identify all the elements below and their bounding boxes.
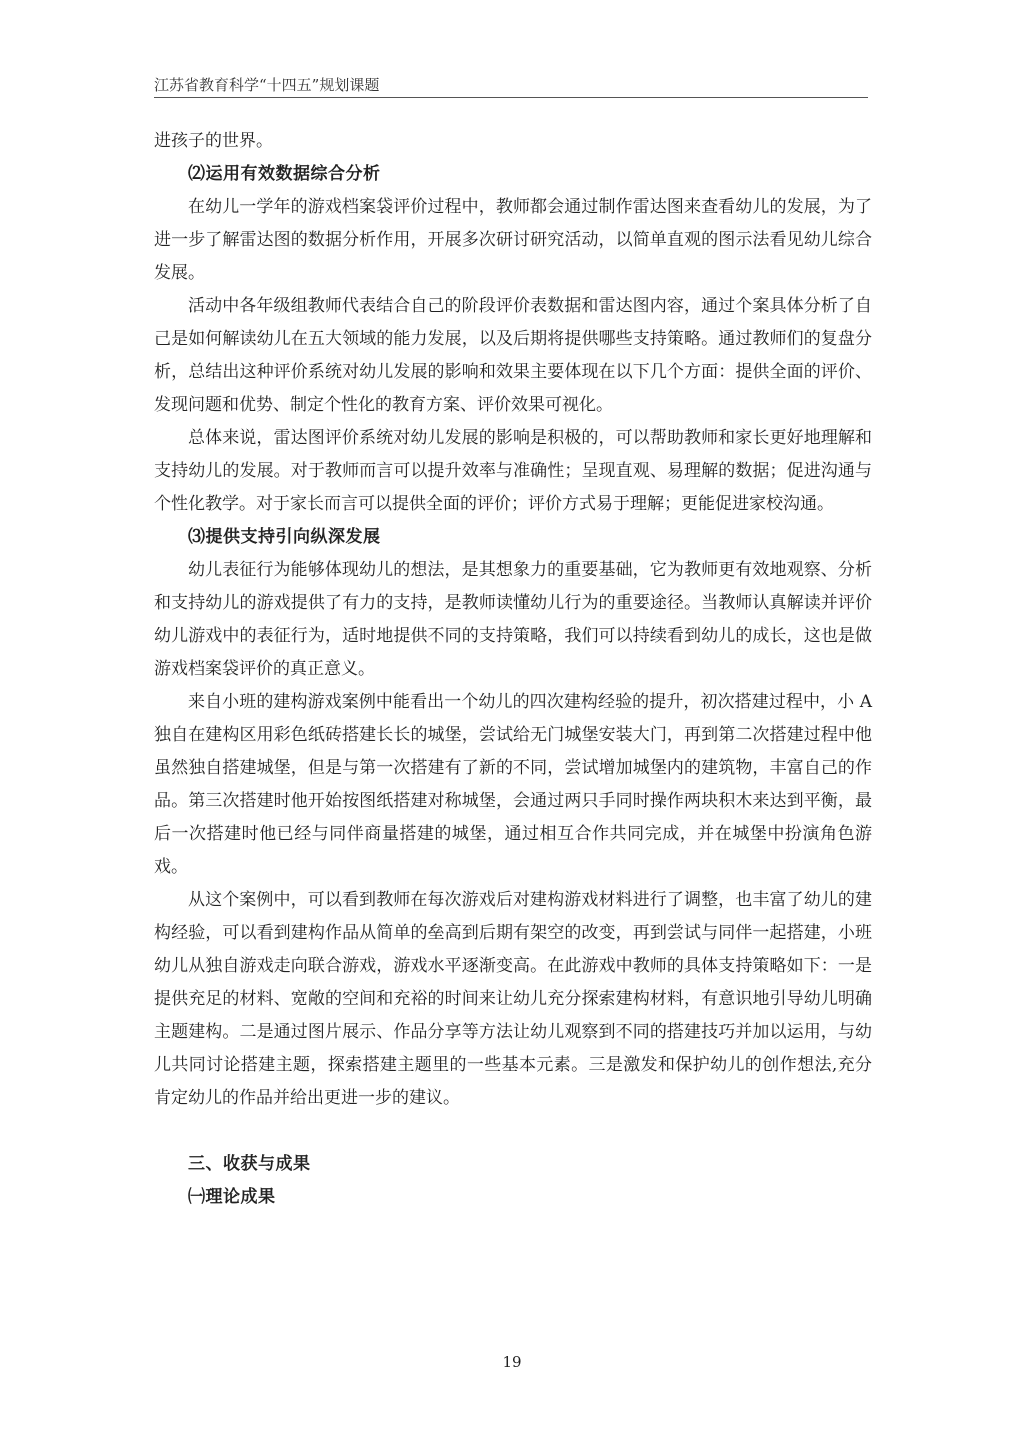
paragraph: 活动中各年级组教师代表结合自己的阶段评价表数据和雷达图内容，通过个案具体分析了自己是如何解读幼儿在五大领域的能力发展，以及后期将提供哪些支持策略。通过教师们的复盘分析，总结出这种评价系统对幼儿发展的影响和效果主要体现在以下几个方面：提供全面的评价、发现问题和优势、制定个性化的教育方案、评价效果可视化。 xyxy=(154,296,872,415)
header-rule xyxy=(154,97,868,98)
paragraph-continuation: 进孩子的世界。 xyxy=(154,131,273,151)
subheading-data-analysis: ⑵运用有效数据综合分析 xyxy=(188,164,381,184)
document-body xyxy=(154,125,872,1214)
paragraph: 在幼儿一学年的游戏档案袋评价过程中，教师都会通过制作雷达图来查看幼儿的发展，为了进一步了解雷达图的数据分析作用，开展多次研讨研究活动，以简单直观的图示法看见幼儿综合发展。 xyxy=(154,197,872,283)
paragraph: 总体来说，雷达图评价系统对幼儿发展的影响是积极的，可以帮助教师和家长更好地理解和支持幼儿的发展。对于教师而言可以提升效率与准确性；呈现直观、易理解的数据；促进沟通与个性化教学。对于家长而言可以提供全面的评价；评价方式易于理解；更能促进家校沟通。 xyxy=(154,428,872,514)
subheading-theory-results: ㈠理论成果 xyxy=(188,1187,276,1207)
subheading-support: ⑶提供支持引向纵深发展 xyxy=(188,527,381,547)
paragraph: 幼儿表征行为能够体现幼儿的想法，是其想象力的重要基础，它为教师更有效地观察、分析和支持幼儿的游戏提供了有力的支持，是教师读懂幼儿行为的重要途径。当教师认真解读并评价幼儿游戏中的表征行为，适时地提供不同的支持策略，我们可以持续看到幼儿的成长，这也是做游戏档案袋评价的真正意义。 xyxy=(154,560,872,679)
section-heading-results: 三、收获与成果 xyxy=(188,1154,311,1174)
paragraph: 来自小班的建构游戏案例中能看出一个幼儿的四次建构经验的提升，初次搭建过程中，小 A 独自在建构区用彩色纸砖搭建长长的城堡，尝试给无门城堡安装大门，再到第二次搭建过程中他虽然独自搭建城堡，但是与第一次搭建有了新的不同，尝试增加城堡内的建筑物，丰富自己的作品。第三次搭建时他开始按图纸搭建对称城堡，会通过两只手同时操作两块积木来达到平衡，最后一次搭建时他已经与同伴商量搭建的城堡，通过相互合作共同完成，并在城堡中扮演角色游戏。 xyxy=(154,692,872,877)
section-gap xyxy=(154,1115,872,1148)
page-number: 19 xyxy=(502,1353,522,1371)
running-header: 江苏省教育科学“十四五”规划课题 xyxy=(154,76,380,94)
paragraph: 从这个案例中，可以看到教师在每次游戏后对建构游戏材料进行了调整，也丰富了幼儿的建构经验，可以看到建构作品从简单的垒高到后期有架空的改变，再到尝试与同伴一起搭建，小班幼儿从独自游戏走向联合游戏，游戏水平逐渐变高。在此游戏中教师的具体支持策略如下：一是提供充足的材料、宽敞的空间和充裕的时间来让幼儿充分探索建构材料，有意识地引导幼儿明确主题建构。二是通过图片展示、作品分享等方法让幼儿观察到不同的搭建技巧并加以运用，与幼儿共同讨论搭建主题，探索搭建主题里的一些基本元素。三是激发和保护幼儿的创作想法,充分肯定幼儿的作品并给出更进一步的建议。 xyxy=(154,890,872,1108)
